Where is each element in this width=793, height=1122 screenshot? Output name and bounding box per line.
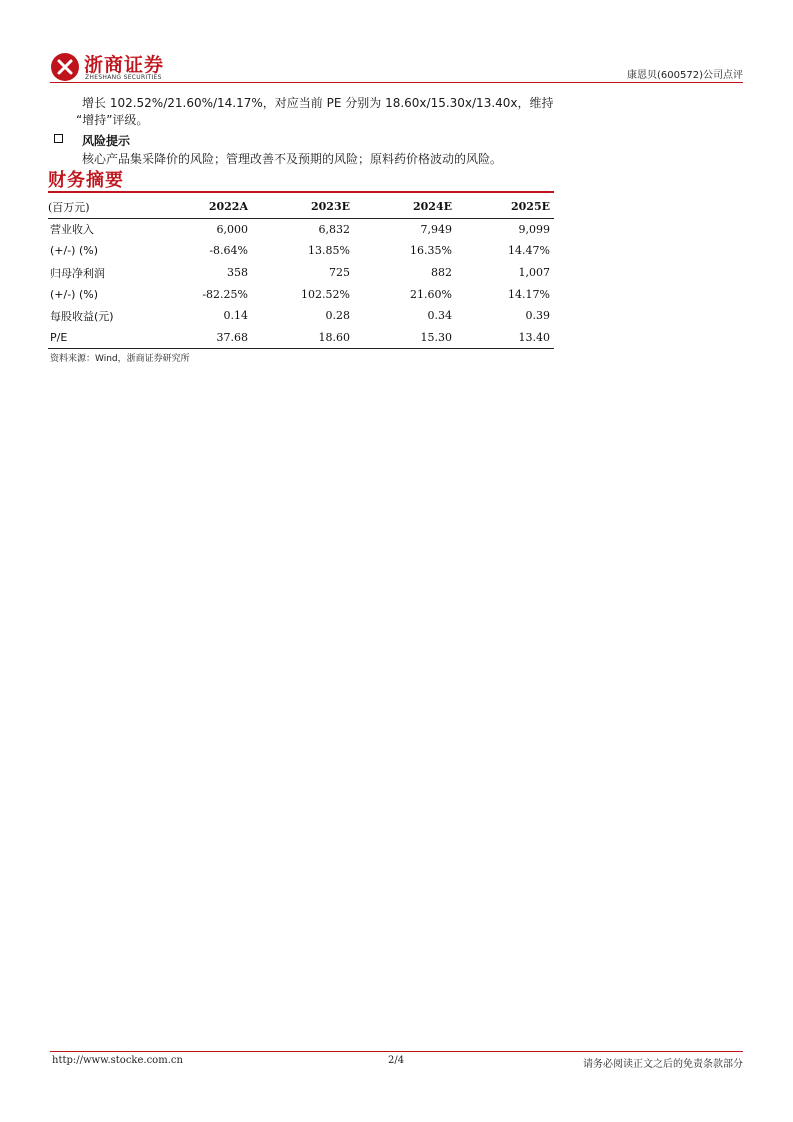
table-cell: 21.60% <box>410 287 452 301</box>
table-cell: 0.39 <box>525 309 550 323</box>
risk-title: 风险提示 <box>82 134 131 148</box>
body-line-2: “增持”评级。 <box>76 113 149 127</box>
table-cell: 6,832 <box>318 222 350 236</box>
table-row <box>48 218 554 240</box>
table-cell: 9,099 <box>518 222 550 236</box>
table-cell: -82.25% <box>202 287 248 301</box>
table-cell: 725 <box>329 266 350 280</box>
table-row <box>48 283 554 305</box>
page-number: 2/4 <box>388 1055 405 1066</box>
column-header: 2022A <box>146 196 248 218</box>
table-row <box>48 327 554 349</box>
financial-summary-table <box>48 196 554 349</box>
brand-name: 浙商证券 <box>84 54 165 76</box>
table-cell: 0.28 <box>325 309 350 323</box>
row-label: (+/-) (%) <box>50 244 99 258</box>
footer-disclaimer: 请务必阅读正文之后的免责条款部分 <box>583 1059 743 1070</box>
table-cell: 15.30 <box>350 327 452 349</box>
footer-url-link[interactable]: http://www.stocke.com.cn <box>52 1055 183 1066</box>
table-cell: 13.40 <box>452 327 554 349</box>
row-label: 营业收入 <box>50 223 94 237</box>
table-cell: 13.85% <box>308 244 350 258</box>
table-cell: 0.34 <box>427 309 452 323</box>
table-cell: 882 <box>431 266 452 280</box>
table-cell: 18.60 <box>248 327 350 349</box>
checkbox-bullet-icon <box>54 134 63 143</box>
table-cell: 358 <box>227 266 248 280</box>
row-label: 每股收益(元) <box>50 309 114 323</box>
table-cell: 102.52% <box>301 287 350 301</box>
column-header: 2023E <box>248 196 350 218</box>
row-label: (+/-) (%) <box>50 287 99 301</box>
column-header: 2024E <box>350 196 452 218</box>
header-divider <box>50 82 743 83</box>
footer-divider <box>50 1051 743 1052</box>
data-source-note: 资料来源：Wind，浙商证券研究所 <box>50 354 190 364</box>
body-line-1: 增长 102.52%/21.60%/14.17%，对应当前 PE 分别为 18.60x/15.30x/13.40x，维持 <box>82 96 554 110</box>
section-title: 财务摘要 <box>48 170 124 191</box>
table-cell: 1,007 <box>518 266 550 280</box>
brand-name-en: ZHESHANG SECURITIES <box>85 74 162 81</box>
row-label: 归母净利润 <box>50 266 105 280</box>
row-label: P/E <box>48 327 146 349</box>
table-row <box>48 240 554 262</box>
table-cell: 7,949 <box>420 222 452 236</box>
table-header-row <box>48 196 554 218</box>
section-divider <box>48 191 554 193</box>
column-header: (百万元) <box>48 196 146 218</box>
risk-text: 核心产品集采降价的风险；管理改善不及预期的风险；原料药价格波动的风险。 <box>82 152 503 166</box>
table-cell: -8.64% <box>209 244 248 258</box>
table-row <box>48 262 554 284</box>
table-cell: 14.17% <box>508 287 550 301</box>
table-cell: 0.14 <box>223 309 248 323</box>
column-header: 2025E <box>452 196 554 218</box>
zheshang-logo-icon <box>50 52 80 82</box>
company-logo <box>50 50 180 84</box>
table-cell: 6,000 <box>216 222 248 236</box>
table-cell: 14.47% <box>508 244 550 258</box>
table-cell: 16.35% <box>410 244 452 258</box>
report-tag: 康恩贝(600572)公司点评 <box>627 70 743 81</box>
table-cell: 37.68 <box>146 327 248 349</box>
table-row <box>48 305 554 327</box>
